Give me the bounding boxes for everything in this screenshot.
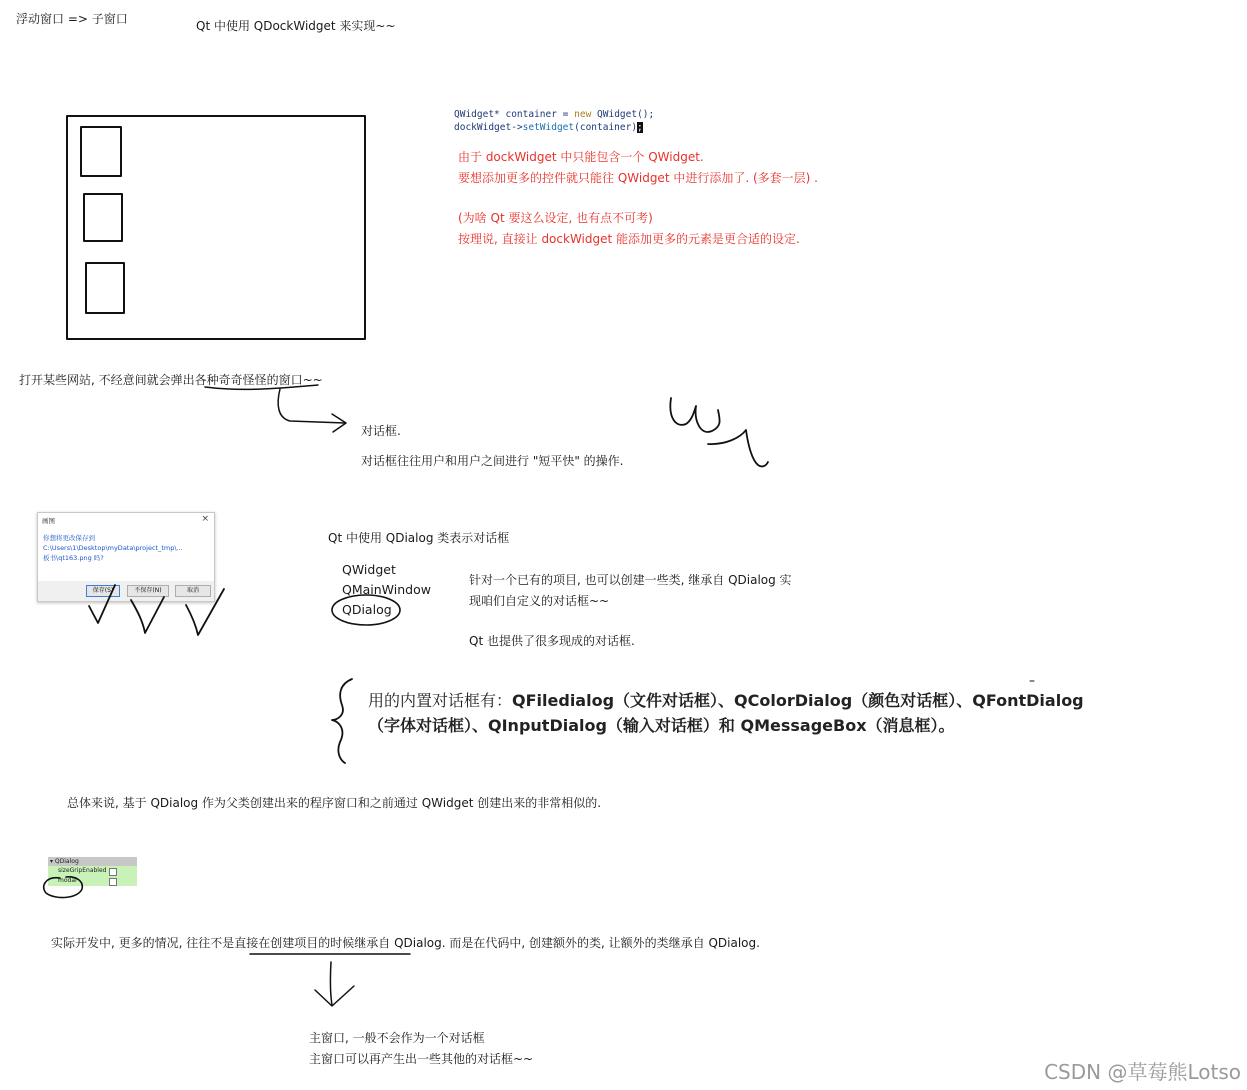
code-line-1: QWidget* container = new QWidget(); <box>454 109 655 120</box>
property-header: ▾ QDialog <box>48 857 137 866</box>
header-right: Qt 中使用 QDockWidget 来实现~~ <box>196 19 396 33</box>
child-box-1 <box>81 127 121 176</box>
cancel-button[interactable]: 取消 <box>175 585 211 597</box>
popup-line: 打开某些网站, 不经意间就会弹出各种奇奇怪怪的窗口~~ <box>19 373 323 387</box>
class-qwidget: QWidget <box>342 562 396 577</box>
inherit-note-2: 现咱们自定义的对话框~~ <box>469 594 610 608</box>
summary-line: 总体来说, 基于 QDialog 作为父类创建出来的程序窗口和之前通过 QWidget 创建出来的非常相似的. <box>67 796 602 810</box>
csdn-watermark: CSDN @草莓熊Lotso <box>1044 1060 1241 1084</box>
builtin-list-line-1: 用的内置对话框有：QFiledialog（文件对话框）、QColorDialog（颜色对话框）、QFontDialog <box>368 691 1084 710</box>
window-sketch <box>67 116 365 339</box>
dont-save-button[interactable]: 不保存(N) <box>127 585 169 597</box>
dialog-def-desc: 对话框往往用户和用户之间进行 "短平快" 的操作. <box>361 454 624 468</box>
scribble-mark <box>670 398 768 466</box>
arrow-shaft <box>278 389 345 423</box>
builtin-list-line-2: （字体对话框）、QInputDialog（输入对话框）和 QMessageBox（消息框）。 <box>368 716 955 735</box>
mainwindow-note-1: 主窗口, 一般不会作为一个对话框 <box>309 1031 485 1045</box>
property-row-modal: modal <box>48 876 137 886</box>
child-box-2 <box>84 194 122 241</box>
dialog-title: 画图 <box>42 517 55 525</box>
brace-mark <box>332 679 352 763</box>
sizegrip-checkbox[interactable] <box>109 868 117 876</box>
save-button[interactable]: 保存(S) <box>86 585 120 597</box>
check-mark-2 <box>131 597 164 633</box>
class-qdialog: QDialog <box>342 602 392 617</box>
red-note-3: (为啥 Qt 要这么设定, 也有点不可考) <box>458 211 653 225</box>
practice-line: 实际开发中, 更多的情况, 往往不是直接在创建项目的时候继承自 QDialog. 而是在代码中, 创建额外的类, 让额外的类继承自 QDialog. <box>51 936 760 950</box>
builtin-note: Qt 也提供了很多现成的对话框. <box>469 634 635 648</box>
mainwindow-note-2: 主窗口可以再产生出一些其他的对话框~~ <box>309 1052 534 1066</box>
qdialog-intro: Qt 中使用 QDialog 类表示对话框 <box>328 531 510 545</box>
modal-checkbox[interactable] <box>109 878 117 886</box>
qdialog-property-panel <box>48 857 137 886</box>
down-arrow-head-icon <box>315 986 354 1006</box>
close-icon[interactable]: × <box>201 514 209 524</box>
sample-save-dialog <box>37 512 215 602</box>
dialog-message: 你想将更改保存到 C:\Users\1\Desktop\myData\project_tmp\... 板书\qt163.png 吗? <box>43 534 183 562</box>
red-note-2: 要想添加更多的控件就只能往 QWidget 中进行添加了. (多套一层) . <box>458 171 818 185</box>
red-note-1: 由于 dockWidget 中只能包含一个 QWidget. <box>458 150 704 164</box>
down-arrow-shaft <box>330 962 332 1005</box>
red-note-4: 按理说, 直接让 dockWidget 能添加更多的元素是更合适的设定. <box>458 232 800 246</box>
code-line-2: dockWidget->setWidget(container); <box>454 122 643 133</box>
header-left: 浮动窗口 => 子窗口 <box>16 12 128 26</box>
child-box-3 <box>86 263 124 313</box>
inherit-note-1: 针对一个已有的项目, 也可以创建一些类, 继承自 QDialog 实 <box>469 573 792 587</box>
class-qmainwindow: QMainWindow <box>342 582 431 597</box>
property-row-sizegrip: sizeGripEnabled <box>48 866 137 876</box>
dialog-def-title: 对话框. <box>361 424 401 438</box>
arrow-head-icon <box>332 414 346 432</box>
